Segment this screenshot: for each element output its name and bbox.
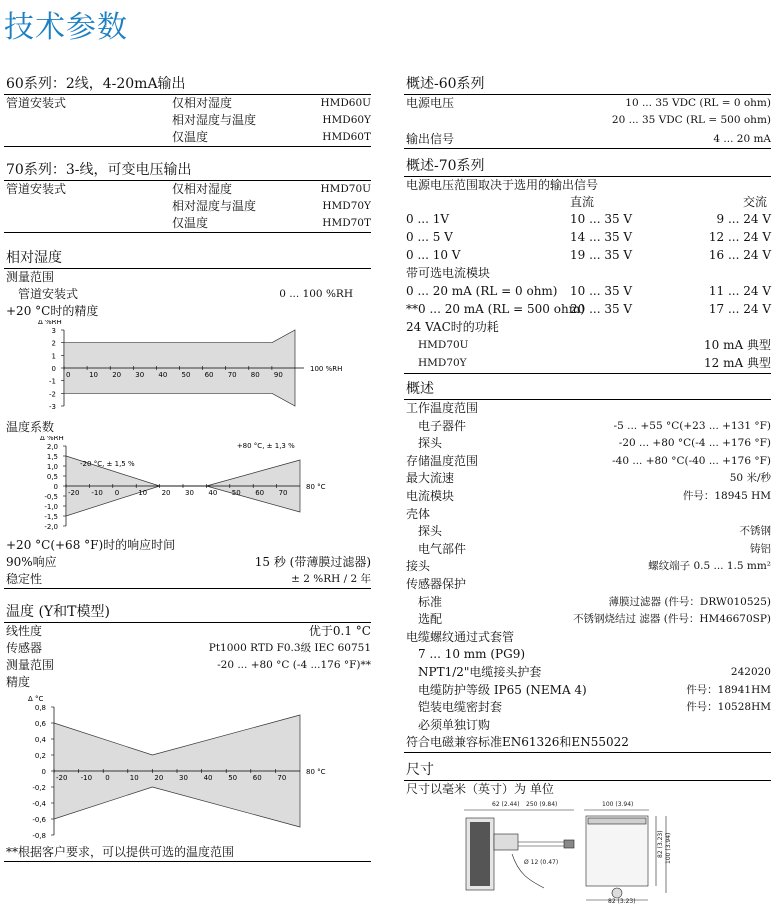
o60-supply-row1: 电源电压 10 ... 35 VDC (RL = 0 ohm)	[406, 96, 771, 110]
x-tick-label: 40	[203, 774, 213, 782]
o70-note: 电源电压范围取决于选用的输出信号	[406, 178, 599, 192]
x-tick-label: 0	[105, 774, 110, 782]
overview-row	[404, 488, 771, 506]
left-column	[4, 75, 371, 862]
x-tick-label: -10	[80, 774, 93, 782]
y-tick-label: 3	[51, 327, 56, 335]
dimension-drawing	[404, 798, 771, 908]
o70-cur-label: 带可选电流模块	[406, 266, 491, 280]
x-tick-label: -10	[91, 489, 103, 497]
rh-resp90-row: 90%响应 15 秒 (带薄膜过滤器)	[6, 555, 371, 569]
rh-duct-row: 管道安装式 0 ... 100 %RH	[18, 287, 353, 301]
temp-accuracy-chart	[4, 691, 371, 841]
x-tick-label: 10	[89, 371, 99, 379]
overview-label: 传感器保护	[406, 576, 467, 591]
x-axis-label: 80 °C	[306, 483, 326, 491]
s60-row-2: 仅温度 HMD60T	[4, 129, 371, 147]
x-tick-label: 40	[158, 371, 168, 379]
dim-note: 尺寸以毫米（英寸）为 单位	[406, 781, 554, 796]
y-tick-label: 0,2	[34, 752, 46, 760]
o70-power-row-0: HMD70U 10 mA 典型	[418, 338, 771, 352]
y-tick-label: 2	[51, 339, 56, 348]
overview-label: 铠装电缆密封套	[418, 700, 503, 715]
o60-supply-row2: 20 ... 35 VDC (RL = 500 ohm)	[611, 114, 771, 126]
y-tick-label: 1,5	[46, 453, 58, 461]
overview-value: 铸铝	[750, 542, 771, 555]
overview-row	[404, 646, 771, 664]
section-60-title: 60系列：2线，4-20mA输出	[4, 75, 371, 95]
overview-label: 电缆防护等级 IP65 (NEMA 4)	[418, 682, 587, 697]
t-range-row: 测量范围 -20 ... +80 °C (-4 ...176 °F)**	[6, 658, 371, 672]
overview-value: -20 ... +80 °C(-4 ... +176 °F)	[618, 437, 771, 450]
page-title: 技术参数	[4, 10, 128, 45]
y-axis-label: Δ %RH	[38, 320, 62, 326]
y-tick-label: 0	[41, 768, 46, 776]
y-tick-label: 0,6	[34, 720, 46, 728]
overview-value: 件号：18941HM	[686, 683, 771, 696]
y-tick-label: 0,5	[46, 473, 58, 481]
x-axis-label: 80 °C	[306, 768, 326, 776]
x-tick-label: 20	[112, 371, 122, 379]
overview-label: 最大流速	[406, 471, 455, 486]
y-tick-label: 1	[51, 352, 56, 361]
overview-row	[404, 506, 771, 524]
overview-row	[404, 541, 771, 559]
rh-range-label: 测量范围	[6, 270, 55, 284]
overview-label: 探头	[418, 436, 443, 451]
overview-label: 工作温度范围	[406, 401, 479, 415]
dim-label-d12: Ø 12 (0.47)	[524, 858, 559, 866]
o70-power-row-1: HMD70Y 12 mA 典型	[404, 355, 771, 374]
y-tick-label: 2,0	[46, 443, 58, 451]
overview-rows	[404, 400, 771, 753]
dim-label-100v: 100 (3.94)	[665, 832, 672, 864]
y-tick-label: -0,8	[32, 832, 46, 840]
y-tick-label: -1,0	[44, 503, 58, 511]
x-tick-label: 70	[278, 489, 288, 497]
overview-value: -5 ... +55 °C(+23 ... +131 °F)	[613, 419, 771, 432]
overview-row	[404, 717, 771, 735]
right-column	[404, 75, 771, 911]
y-axis-label: Δ %RH	[40, 436, 64, 442]
rh-stab-row: 稳定性 ± 2 %RH / 2 年	[4, 571, 371, 589]
overview-row	[404, 611, 771, 629]
s60-row-0: 管道安装式 仅相对湿度 HMD60U	[6, 96, 371, 110]
overview-label: NPT1/2"电缆接头护套	[418, 664, 542, 679]
dim-label-82b: 82 (3.23)	[608, 897, 636, 905]
x-axis-label: 100 %RH	[310, 365, 343, 373]
section-70-title: 70系列：3-线，可变电压输出	[4, 161, 371, 181]
overview-row	[404, 664, 771, 682]
overview-row	[404, 558, 771, 576]
rh-resp-label: +20 °C(+68 °F)时的响应时间	[6, 538, 176, 552]
y-tick-label: -0,4	[32, 800, 46, 808]
x-tick-label: 30	[185, 489, 194, 497]
overview-row	[404, 453, 771, 471]
x-tick-label: 60	[204, 371, 214, 379]
dim-label-62: 62 (2.44)	[492, 800, 520, 808]
overview-value: -40 ... +80 °C(-40 ... +176 °F)	[612, 454, 771, 467]
overview-label: 接头	[406, 559, 431, 574]
section-overview-title: 概述	[404, 380, 771, 400]
annotation-left: -20 °C, ± 1,5 %	[80, 460, 135, 468]
o70-cur-row-0: 0 ... 20 mA (RL = 0 ohm) 10 ... 35 V 11 ... 24 V	[406, 284, 771, 298]
overview-value: 螺纹端子 0.5 ... 1.5 mm²	[648, 560, 771, 573]
dim-label-250: 250 (9.84)	[526, 800, 558, 808]
x-tick-label: 60	[255, 489, 265, 497]
overview-row	[404, 699, 771, 717]
y-tick-label: 1,0	[46, 463, 58, 471]
t-footnote: **根据客户要求，可以提供可选的温度范围	[4, 844, 371, 862]
section-o60-title: 概述-60系列	[404, 75, 771, 95]
x-tick-label: 70	[227, 371, 237, 379]
overview-label: 必须单独订购	[418, 717, 491, 732]
x-tick-label: -20	[68, 489, 80, 497]
annotation-right: +80 °C, ± 1,3 %	[236, 442, 295, 450]
x-tick-label: 50	[228, 774, 238, 782]
overview-label: 电流模块	[406, 488, 455, 503]
overview-label: 壳体	[406, 506, 431, 521]
y-tick-label: 0	[53, 483, 58, 491]
dim-label-100: 100 (3.94)	[602, 800, 634, 808]
section-temp-title: 温度 (Y和T模型)	[4, 603, 371, 623]
x-tick-label: 20	[154, 774, 164, 782]
rh-temp-coef-chart	[4, 436, 371, 534]
rh-accuracy-label: +20 °C时的精度	[6, 304, 99, 318]
o70-cur-row-1: **0 ... 20 mA (RL = 500 ohm) 20 ... 35 V 17 ... 24 V	[406, 302, 771, 316]
overview-value: 50 米/秒	[729, 472, 771, 485]
x-tick-label: 10	[129, 774, 139, 782]
overview-row	[404, 470, 771, 488]
y-tick-label: 0,4	[34, 736, 46, 744]
y-tick-label: -0,6	[32, 816, 46, 824]
s70-row-0: 管道安装式 仅相对湿度 HMD70U	[6, 182, 371, 196]
overview-label: 符合电磁兼容标准EN61326和EN55022	[406, 735, 629, 750]
o70-row-1: 0 ... 5 V 14 ... 35 V 12 ... 24 V	[406, 230, 771, 244]
y-tick-label: -0,2	[32, 784, 46, 792]
rh-accuracy-chart	[4, 320, 371, 416]
t-lin-row: 线性度 优于0.1 °C	[6, 624, 371, 638]
overview-label: 电缆螺纹通过式套管	[406, 629, 515, 644]
o70-row-2: 0 ... 10 V 19 ... 35 V 16 ... 24 V	[406, 248, 771, 262]
overview-label: 探头	[418, 524, 443, 539]
overview-label: 7 ... 10 mm (PG9)	[418, 647, 526, 662]
overview-row	[404, 682, 771, 700]
rh-coef-label: 温度系数	[6, 420, 55, 434]
s70-row-2: 仅温度 HMD70T	[4, 215, 371, 233]
x-tick-label: 10	[138, 489, 148, 497]
x-tick-label: 80	[250, 371, 260, 379]
x-tick-label: 0	[66, 371, 71, 379]
y-tick-label: -0,5	[44, 493, 58, 501]
section-rh-title: 相对湿度	[4, 249, 371, 269]
overview-value: 不锈钢	[739, 525, 771, 538]
overview-row	[404, 576, 771, 594]
x-tick-label: -20	[56, 774, 68, 782]
x-tick-label: 30	[135, 371, 145, 379]
y-axis-label: Δ °C	[28, 695, 44, 703]
overview-row	[404, 734, 771, 753]
y-tick-label: -2	[49, 390, 56, 399]
x-tick-label: 90	[273, 371, 283, 379]
overview-label: 电气部件	[418, 541, 467, 556]
overview-value: 件号：18945 HM	[682, 489, 771, 502]
y-tick-label: 0	[51, 365, 56, 373]
x-tick-label: 70	[277, 774, 287, 782]
overview-row	[404, 523, 771, 541]
overview-label: 电子器件	[418, 418, 467, 433]
overview-row	[404, 400, 771, 418]
overview-row	[404, 629, 771, 647]
overview-value: 件号：10528HM	[686, 701, 771, 714]
x-tick-label: 30	[179, 774, 188, 782]
overview-label: 存储温度范围	[406, 453, 479, 468]
o60-out-row: 输出信号 4 ... 20 mA	[404, 129, 771, 149]
y-tick-label: 0,8	[34, 704, 46, 712]
o70-row-0: 0 ... 1V 10 ... 35 V 9 ... 24 V	[406, 212, 771, 226]
x-tick-label: 0	[114, 489, 120, 497]
overview-row	[404, 594, 771, 612]
section-o70-title: 概述-70系列	[404, 157, 771, 177]
y-tick-label: -3	[49, 403, 56, 411]
y-tick-label: -2,0	[44, 523, 58, 531]
overview-label: 标准	[418, 594, 443, 609]
overview-value: 薄膜过滤器 (件号：DRW010525)	[608, 595, 771, 608]
overview-label: 选配	[418, 612, 443, 627]
x-tick-label: 20	[161, 489, 171, 497]
x-tick-label: 60	[252, 774, 262, 782]
o70-col-header: 直流 交流	[570, 195, 767, 209]
overview-value: 242020	[730, 665, 771, 678]
t-sensor-row: 传感器 Pt1000 RTD F0.3级 IEC 60751	[6, 641, 371, 655]
overview-row	[404, 435, 771, 453]
x-tick-label: 50	[181, 371, 191, 379]
dim-label-82: 82 (3.23)	[657, 830, 664, 858]
s60-row-1: 相对湿度与温度 HMD60Y	[172, 113, 371, 127]
x-tick-label: 40	[208, 489, 218, 497]
overview-value: 不锈钢烧结过 滤器 (件号：HM46670SP)	[573, 613, 771, 626]
overview-row	[404, 418, 771, 436]
t-acc-label: 精度	[6, 675, 31, 689]
y-tick-label: -1	[49, 377, 56, 386]
section-dim-title: 尺寸	[404, 761, 771, 781]
y-tick-label: -1,5	[44, 513, 58, 521]
o70-power-label: 24 VAC时的功耗	[406, 320, 499, 334]
x-tick-label: 50	[231, 489, 241, 497]
s70-row-1: 相对湿度与温度 HMD70Y	[172, 199, 371, 213]
